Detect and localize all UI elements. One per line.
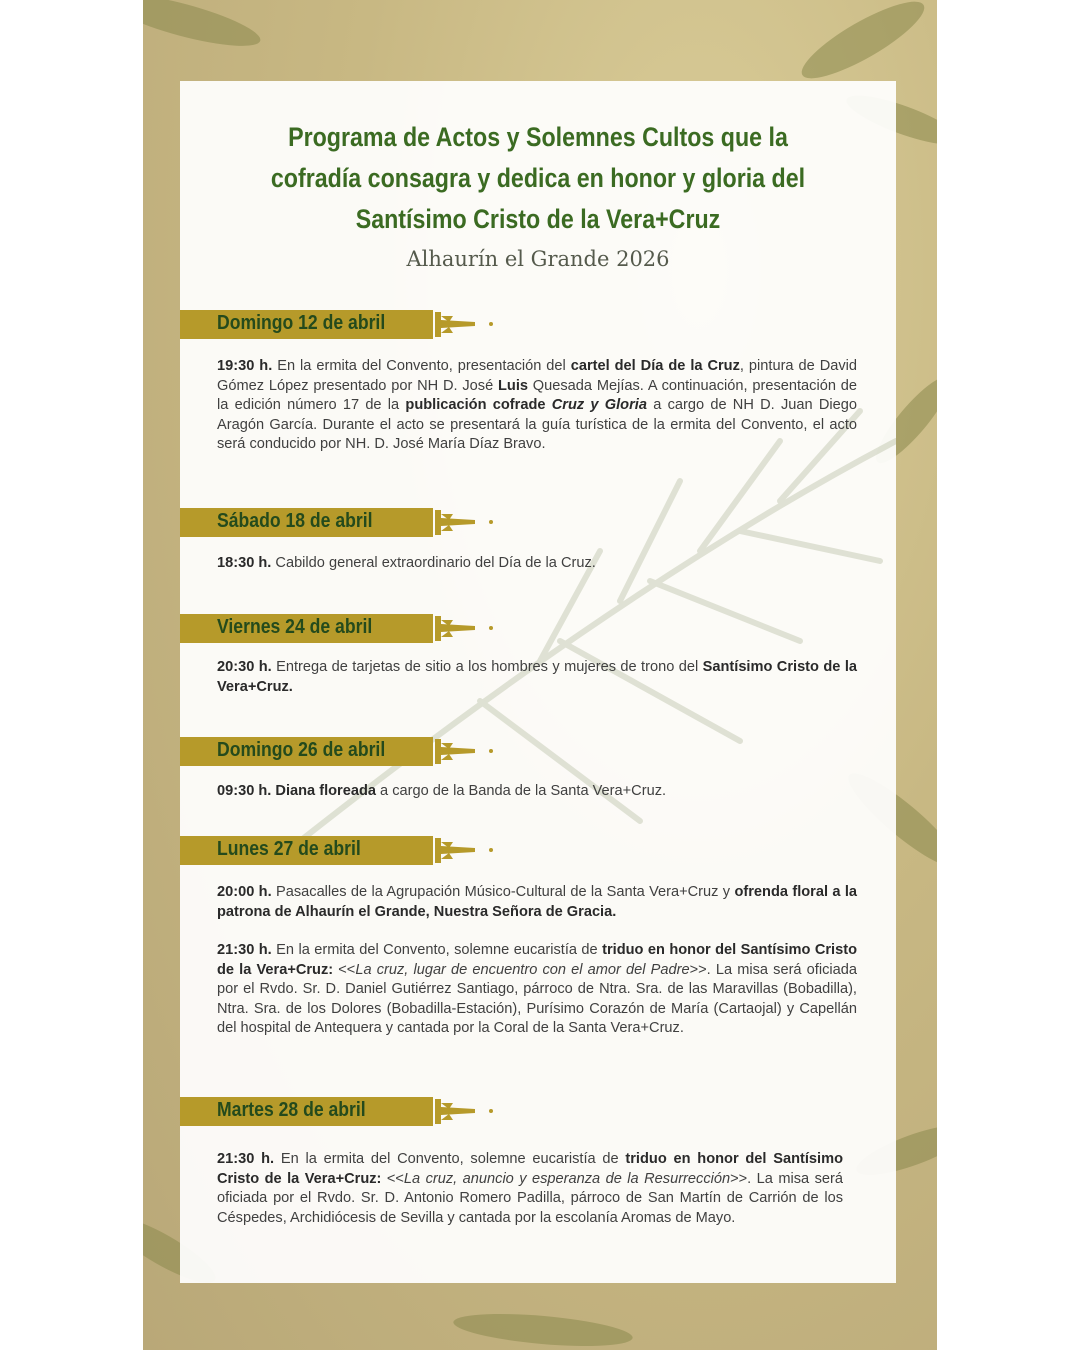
text-segment: a cargo de NH D. Juan Diego Aragón García. Durante el acto se presentará la guía turística de la ermita del Convento, el acto será conducido por NH. D. José María Díaz Bravo. (217, 397, 858, 452)
text-segment: Pasacalles de la Agrupación Músico-Cultural de la Santa Vera+Cruz y (271, 884, 735, 900)
text-segment: ofrenda floral a la patrona de Alhaurín el Grande, Nuestra Señora de Gracia. (217, 884, 858, 920)
event-time: 19:30 h. (217, 358, 273, 374)
program-card (180, 81, 896, 1283)
event-entry (217, 1150, 843, 1228)
text-segment: a cargo de la Banda de la Santa Vera+Cruz. (376, 783, 667, 799)
text-segment: publicación cofrade (405, 397, 552, 413)
text-segment: En la ermita del Convento, solemne eucaristía de (274, 1151, 626, 1167)
event-text (217, 942, 857, 1036)
text-segment: cartel del Día de la Cruz (570, 358, 740, 374)
day-header (180, 614, 433, 643)
day-header (180, 836, 433, 865)
text-segment: << (333, 961, 356, 978)
event-entry (217, 941, 857, 1039)
text-segment: Entrega de tarjetas de sitio a los hombres y mujeres de trono del (271, 659, 703, 675)
text-segment: triduo en honor del Santísimo Cristo de la Vera+Cruz: (217, 942, 857, 978)
text-segment: >>. La misa será oficiada por el Rvdo. Sr. D. Daniel Gutiérrez Santiago, párroco de Ntra. Sra. de las Maravillas (Bobadilla), Ntra. Sra. de los Dolores (Bobadilla-Estación), Purísimo Corazón de María (Cartaojal) y Capellán del hospital de Antequera y cantada por la Coral de la Santa Vera+Cruz. (217, 961, 857, 1036)
text-segment: Cabildo general extraordinario del Día de la Cruz. (271, 555, 596, 571)
text-segment: triduo en honor del Santísimo Cristo de la Vera+Cruz: (217, 1151, 843, 1187)
ornamental-arrow-icon (435, 836, 495, 865)
day-label: Lunes 27 de abril (217, 838, 361, 860)
ornamental-arrow-icon (435, 310, 495, 339)
day-header (180, 737, 433, 766)
event-entry (217, 883, 857, 922)
text-segment: Quesada Mejías. A continuación, presentación de la edición número 17 de la (217, 377, 857, 413)
ornamental-arrow-icon (435, 737, 495, 766)
event-time: 20:30 h. (217, 659, 272, 675)
event-text (217, 1151, 843, 1226)
day-header (180, 508, 433, 537)
event-entry (217, 658, 857, 697)
text-segment: La cruz, anuncio y esperanza de la Resurrección (403, 1170, 731, 1187)
day-label: Domingo 26 de abril (217, 739, 386, 761)
event-text (271, 555, 595, 571)
day-label: Martes 28 de abril (217, 1099, 366, 1121)
text-segment: Luis (498, 377, 528, 394)
text-segment: En la ermita del Convento, solemne eucaristía de (271, 942, 603, 958)
event-text (217, 358, 857, 452)
text-segment: Diana floreada (275, 783, 376, 799)
text-segment: La cruz, lugar de encuentro con el amor del Padre (355, 961, 690, 978)
text-segment: >>. La misa será oficiada por el Rvdo. Sr. D. Antonio Romero Padilla, párroco de San Martín de Carrión de los Céspedes, Archidiócesis de Sevilla y cantada por la escolanía Aromas de Mayo. (217, 1170, 843, 1226)
event-time: 09:30 h. (217, 783, 272, 799)
ornamental-arrow-icon (435, 1097, 495, 1126)
text-segment: Santísimo Cristo de la Vera+Cruz. (217, 659, 857, 695)
page-title: Programa de Actos y Solemnes Cultos que la cofradía consagra y dedica en honor y gloria del Santísimo Cristo de la Vera+Cruz (270, 122, 806, 234)
event-entry (217, 357, 857, 455)
day-label: Viernes 24 de abril (217, 616, 373, 638)
text-segment: En la ermita del Convento, presentación del (272, 358, 571, 374)
ornamental-arrow-icon (435, 614, 495, 643)
page-subtitle: Alhaurín el Grande 2026 (406, 247, 670, 271)
day-header (180, 310, 433, 339)
text-segment: , pintura de David Gómez López presentado por NH D. José (217, 358, 858, 394)
day-label: Domingo 12 de abril (217, 312, 386, 334)
event-time: 18:30 h. (217, 555, 272, 571)
event-text (217, 884, 857, 920)
event-time: 20:00 h. (217, 884, 272, 900)
event-entry (217, 554, 857, 574)
event-text (217, 659, 857, 695)
day-label: Sábado 18 de abril (217, 510, 373, 532)
event-time: 21:30 h. (217, 1151, 275, 1167)
text-segment: Cruz y Gloria (551, 397, 647, 413)
event-text (271, 783, 666, 799)
event-entry (217, 782, 857, 802)
day-header (180, 1097, 433, 1126)
text-segment: << (381, 1170, 404, 1187)
ornamental-arrow-icon (435, 508, 495, 537)
event-time: 21:30 h. (217, 942, 272, 958)
